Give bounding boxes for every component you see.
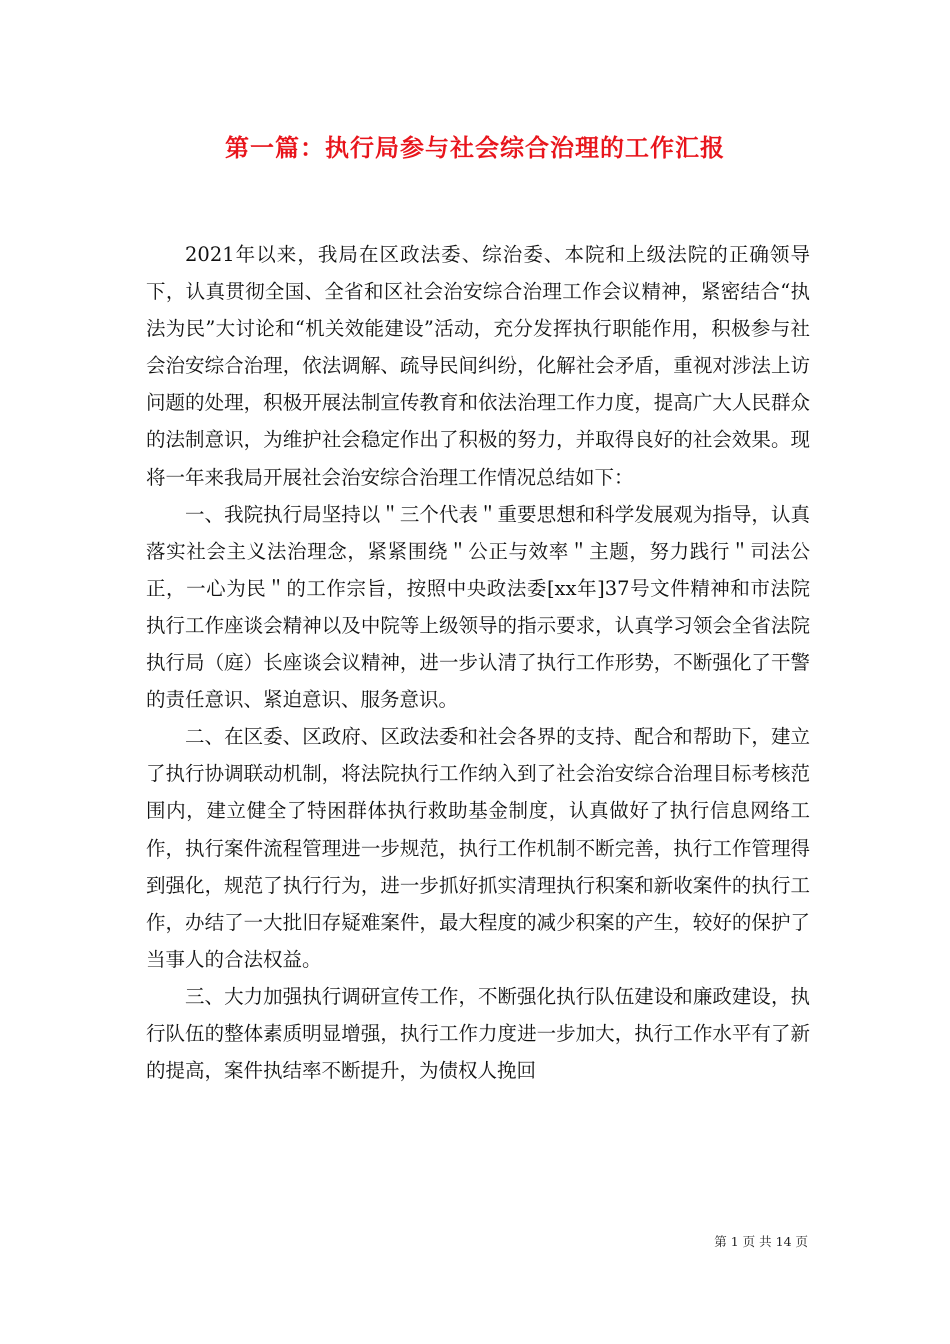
- document-title: 第一篇：执行局参与社会综合治理的工作汇报: [225, 133, 725, 162]
- page-number-footer: 第 1 页 共 14 页: [714, 1234, 808, 1249]
- paragraph-section-two: 二、在区委、区政府、区政法委和社会各界的支持、配合和帮助下，建立了执行协调联动机制，将法院执行工作纳入到了社会治安综合治理目标考核范围内，建立健全了特困群体执行救助基金制度，认真做好了执行信息网络工作，执行案件流程管理进一步规范，执行工作机制不断完善，执行工作管理得到强化，规范了执行行为，进一步抓好抓实清理执行积案和新收案件的执行工作，办结了一大批旧存疑难案件，最大程度的减少积案的产生，较好的保护了当事人的合法权益。: [146, 725, 810, 971]
- paragraph-section-three: 三、大力加强执行调研宣传工作，不断强化执行队伍建设和廉政建设，执行队伍的整体素质明显增强，执行工作力度进一步加大，执行工作水平有了新的提高，案件执结率不断提升，为债权人挽回: [146, 984, 810, 1083]
- paragraph-intro: 2021年以来，我局在区政法委、综治委、本院和上级法院的正确领导下，认真贯彻全国、全省和区社会治安综合治理工作会议精神，紧密结合“执法为民”大讨论和“机关效能建设”活动，充分发挥执行职能作用，积极参与社会治安综合治理，依法调解、疏导民间纠纷，化解社会矛盾，重视对涉法上访问题的处理，积极开展法制宣传教育和依法治理工作力度，提高广大人民群众的法制意识，为维护社会稳定作出了积极的努力，并取得良好的社会效果。现将一年来我局开展社会治安综合治理工作情况总结如下：: [146, 243, 810, 489]
- document-body: [146, 236, 810, 1089]
- paragraph-section-one: 一、我院执行局坚持以＂三个代表＂重要思想和科学发展观为指导，认真落实社会主义法治理念，紧紧围绕＂公正与效率＂主题，努力践行＂司法公正，一心为民＂的工作宗旨，按照中央政法委[xx年]37号文件精神和市法院执行工作座谈会精神以及中院等上级领导的指示要求，认真学习领会全省法院执行局（庭）长座谈会议精神，进一步认清了执行工作形势，不断强化了干警的责任意识、紧迫意识、服务意识。: [146, 502, 810, 712]
